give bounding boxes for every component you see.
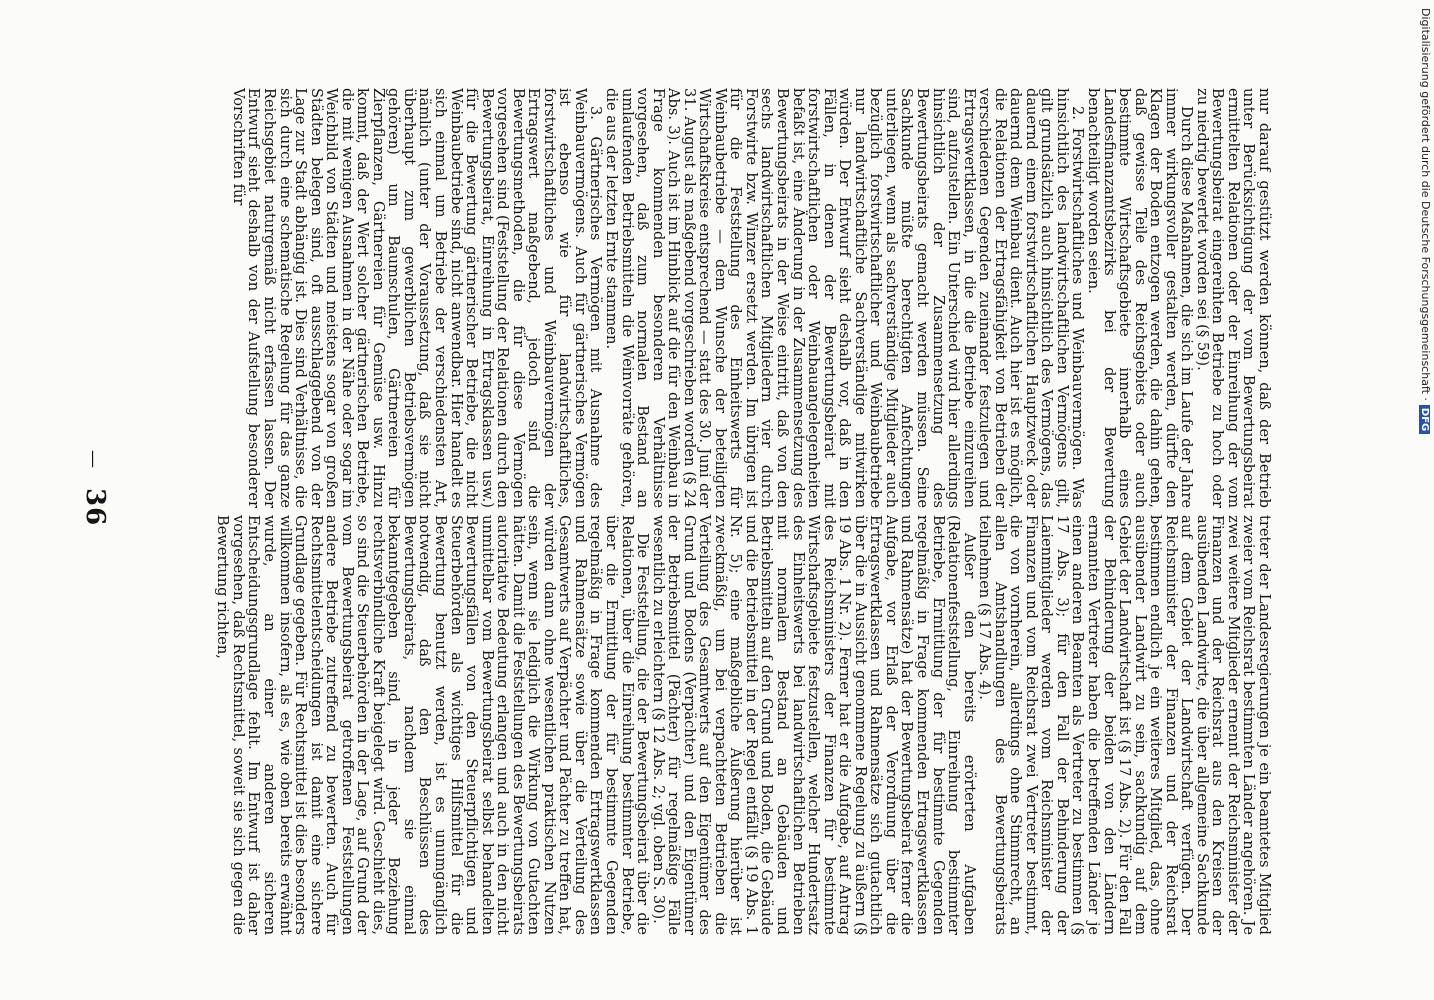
dfg-logo: DFG (1419, 405, 1430, 434)
text-column-upper (230, 88, 1272, 508)
paragraph: 3. Gärtnerisches Vermögen mit Ausnahme des Weinbauvermögens. Auch für gärtnerisches Vermögen ist ebenso wie für landwirtschaftliches, forstwirtschaftliches und Weinbauvermögen der Ertragswert maßgebend, jedoch sind die Bewertungsmethoden, die für diese Vermögen vorgesehen sind (Feststellung der Relationen durch den Bewertungsbeirat, Einreihung in Ertragsklassen usw.) für die Bewertung gärtnerischer Betriebe, die nicht Weinbaubetriebe sind, nicht anwendbar. Hier handelt es sich einmal um Betriebe der verschiedensten Art, nämlich (unter der Voraussetzung, daß sie nicht überhaupt zum gewerblichen Betriebsvermögen gehören) um Baumschulen, Gärtnereien für Zierpflanzen, Gärtnereien für Gemüse usw. Hinzu kommt, daß der Wert solcher gärtnerischen Betriebe, die mit wenigen Ausnahmen in der Nähe oder sogar im Weichbild von Städten und meistens sogar von großen Städten belegen sind, oft ausschlaggebend von der Lage zur Stadt abhängig ist. Dies sind Verhältnisse, die sich durch eine schematische Regelung für das ganze Reichsgebiet naturgemäß nicht erfassen lassen. Der Entwurf sieht deshalb von der Aufstellung besonderer Vorschriften für (229, 88, 605, 508)
text-column-lower (215, 515, 1272, 935)
page-header-dash: — (83, 450, 104, 468)
digitization-credit (1419, 8, 1432, 434)
paragraph: Außer den bereits erörterten Aufgaben (Relationenfeststellung, Einreihung bestimmter Betriebe, Ermittlung der für bestimmte Gegenden regelmäßig in Frage kommenden Ertragswertklassen und Rahmensätze) hat der Bewertungsbeirat ferner die Aufgabe, vor Erlaß der Verordnung über die Ertragswertklassen und Rahmensätze sich gutachtlich über die in Aussicht genommene Regelung zu äußern (§ 19 Abs. 1 Nr. 2). Ferner hat er die Aufgabe, auf Antrag des Reichsministers der Finanzen für bestimmte Wirtschaftsgebiete festzustellen, welcher Hundertsatz des Einheitswerts bei landwirtschaftlichen Betrieben mit normalem Bestand an Gebäuden und Betriebsmitteln auf den Grund und Boden, die Gebäude und die Betriebsmittel in der Regel entfällt (§ 19 Abs. 1 Nr. 5); eine maßgebliche Äußerung hierüber ist zweckmäßig, um bei verpachteten Betrieben die Verteilung des Gesamtwerts auf den Eigentümer des Grund und Bodens (Verpächter) und den Eigentümer der Betriebsmittel (Pächter) für regelmäßige Fälle wesentlich zu erleichtern (§ 12 Abs. 2; vgl. oben S. 30). (649, 515, 978, 935)
paragraph: treter der Landesregierungen je ein beamtetes Mitglied zweier vom Reichsrat bestimmten Länder angehören. Je zwei weitere Mitglieder ernennt der Reichsminister der Finanzen und der Reichsrat aus den Kreisen der ausübenden Landwirte, die über allgemeine Sachkunde auf dem Gebiet der Landwirtschaft verfügen. Der Reichsminister der Finanzen und der Reichsrat bestimmen endlich je ein weiteres Mitglied, das, ohne ausübender Landwirt zu sein, sachkundig auf dem Gebiet der Landwirtschaft ist (§ 17 Abs. 2). Für den Fall der Behinderung der beiden von den Ländern ernannten Vertreter haben die betreffenden Länder je einen anderen Beamten als Vertreter zu bestimmen (§ 17 Abs. 3); für den Fall der Behinderung der Laienmitglieder werden vom Reichsminister der Finanzen und vom Reichsrat zwei Vertreter bestimmt, die von vornherein, allerdings ohne Stimmrecht, an allen Amtshandlungen des Bewertungsbeirats teilnehmen (§ 17 Abs. 4). (976, 515, 1273, 935)
digitization-credit-text: Digitalisierung gefördert durch die Deutsche Forschungsgemeinschaft · (1419, 8, 1432, 401)
page-number: 36 (80, 488, 110, 527)
paragraph: Durch diese Maßnahmen, die sich im Laufe der Jahre immer wirkungsvoller gestalten werden, dürfte den Klagen der Boden entzogen werden, die dahin gehen, daß gewisse Teile des Reichsgebiets oder auch bestimmte Wirtschaftsgebiete innerhalb eines Landesfinanzamtsbezirks bei der Bewertung benachteiligt worden seien. (1084, 88, 1196, 508)
paragraph: Die Feststellung, die der Bewertungsbeirat über die Relationen, über die Einreihung bestimmter Betriebe, über die Ermittlung der für bestimmte Gegenden regelmäßig in Frage kommenden Ertragswertklassen und Rahmensätze sowie über die Verteilung des Gesamtwerts auf Verpächter und Pächter zu treffen hat, würden dann ohne wesentlichen praktischen Nutzen sein, wenn sie lediglich die Wirkung von Gutachten hätten. Damit die Feststellungen des Bewertungsbeirats autoritative Bedeutung erlangen und auch in den nicht unmittelbar vom Bewertungsbeirat selbst behandelten Bewertungsfällen von den Steuerpflichtigen und Steuerbehörden als wichtiges Hilfsmittel für die Bewertung benutzt werden, ist es unumgänglich notwendig, daß den Beschlüssen des Bewertungsbeirats, nachdem sie einmal bekanntgegeben sind, in jeder Beziehung rechtsverbindliche Kraft beigelegt wird. Geschieht dies, so sind die Steuerbehörden in der Lage, auf Grund der vom Bewertungsbeirat getroffenen Feststellungen andere Betriebe zutreffend zu bewerten. Auch für Rechtsmittelentscheidungen ist damit eine sichere Grundlage gegeben. Für Rechtsmittel ist dies besonders willkommen insofern, als es, wie oben bereits erwähnt wurde, an einer anderen sicheren Entscheidungsgrundlage fehlt. Im Entwurf ist daher vorgesehen, daß Rechtsmittel, soweit sie sich gegen die Bewertung richten, (214, 515, 652, 935)
paragraph: nur darauf gestützt werden können, daß der Betrieb unter Berücksichtigung der vom Bewertungsbeirat ermittelten Relationen oder der Einreihung der vom Bewertungsbeirat eingereihten Betriebe zu hoch oder zu niedrig bewertet worden sei (§ 59). (1193, 88, 1273, 508)
paragraph: 2. Forstwirtschaftliches und Weinbauvermögen. Was hinsichtlich des landwirtschaftlichen Vermögens gilt, gilt grundsätzlich auch hinsichtlich des Vermögens, das dauernd einem forstwirtschaftlichen Hauptzweck oder dauernd dem Weinbau dient. Auch hier ist es möglich, die Relationen der Ertragsfähigkeit von Betrieben der verschiedenen Gegenden zueinander festzulegen und Ertragswertklassen, in die die Betriebe einzureihen sind, aufzustellen. Ein Unterschied wird hier allerdings hinsichtlich der Zusammensetzung des Bewertungsbeirats gemacht werden müssen. Seine Sachkunde müßte berechtigten Anfechtungen unterliegen, wenn als sachverständige Mitglieder auch bezüglich forstwirtschaftlicher und Weinbaubetriebe nur landwirtschaftliche Sachverständige mitwirken würden. Der Entwurf sieht deshalb vor, daß in den Fällen, in denen der Bewertungsbeirat mit forstwirtschaftlichen oder Weinbauangelegenheiten befaßt ist, eine Änderung in der Zusammensetzung des Bewertungsbeirats in der Weise eintritt, daß von den sechs landwirtschaftlichen Mitgliedern vier durch Forstwirte bzw. Winzer ersetzt werden. Im übrigen ist für die Feststellung des Einheitswerts für Weinbaubetriebe — dem Wunsche der beteiligten Wirtschaftskreise entsprechend — statt des 30. Juni der 31. August als maßgebend vorgeschrieben worden (§ 24 Abs. 3). Auch ist im Hinblick auf die für den Weinbau in Frage kommenden besonderen Verhältnisse vorgesehen, daß zum normalen Bestand an umlaufenden Betriebsmitteln die Weinvorräte gehören, die aus der letzten Ernte stammen. (603, 88, 1087, 508)
